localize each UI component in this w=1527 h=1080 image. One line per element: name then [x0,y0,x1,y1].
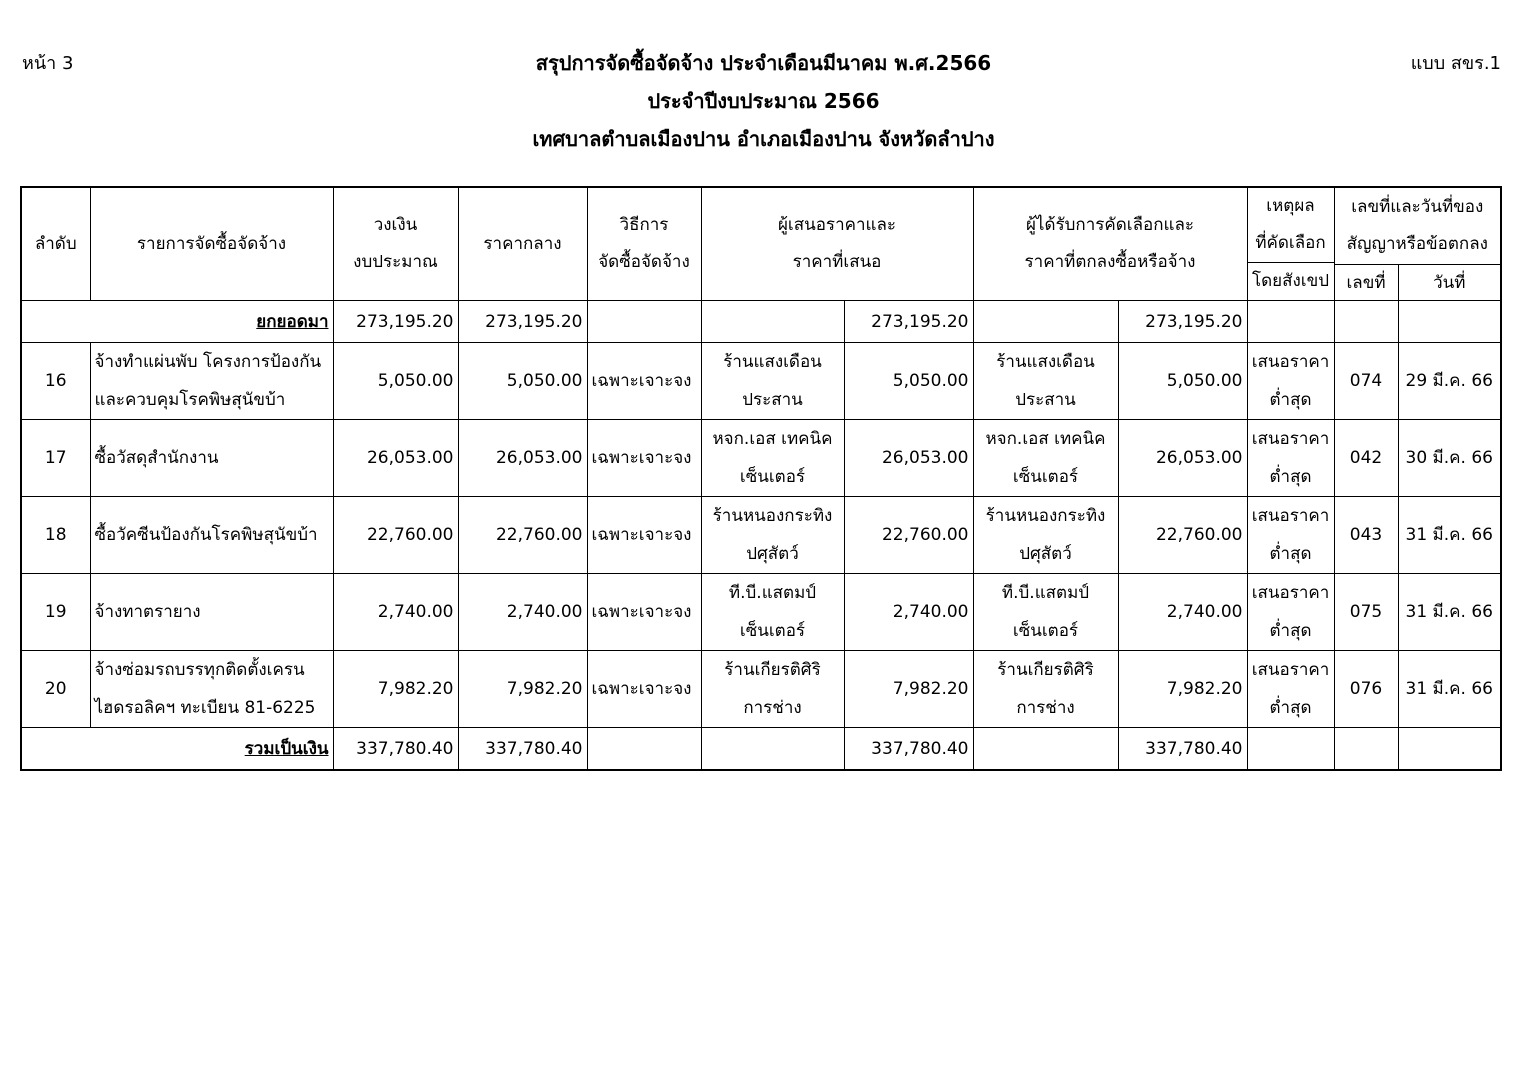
row-bidder-l2: เซ็นเตอร์ [739,467,806,487]
carry-forward-median: 273,195.20 [458,301,587,343]
row-reason-l1: เสนอราคา [1251,506,1330,526]
row-item: จ้างทาตรายาง [90,574,333,651]
row-reason-l1: เสนอราคา [1251,660,1330,680]
col-header-method-l2: จัดซื้อจัดจ้าง [598,252,690,272]
row-bidder-l2: การช่าง [743,698,802,718]
document-title-block [0,44,1527,158]
row-bidder-l1: ร้านหนองกระทิง [712,506,833,526]
total-bid-price: 337,780.40 [844,728,973,771]
row-reason-l2: ต่ำสุด [1269,698,1312,718]
carry-forward-contract-no [1334,301,1398,343]
row-reason-l1: เสนอราคา [1251,429,1330,449]
carry-forward-agreed-price: 273,195.20 [1118,301,1247,343]
col-header-winner-l2: ราคาที่ตกลงซื้อหรือจ้าง [1024,252,1196,272]
row-bid-price: 22,760.00 [844,497,973,574]
total-budget: 337,780.40 [333,728,458,771]
table-row [21,574,1501,651]
row-contract-no: 043 [1334,497,1398,574]
row-bidder-l2: ประสาน [742,390,803,410]
row-budget: 2,740.00 [333,574,458,651]
row-winner-l2: การช่าง [1016,698,1075,718]
row-reason [1247,420,1334,497]
row-winner-l1: ร้านแสงเดือน [996,352,1095,372]
col-header-budget [333,187,458,301]
row-median: 5,050.00 [458,343,587,420]
total-label-cell [21,728,333,771]
title-line-1: สรุปการจัดซื้อจัดจ้าง ประจำเดือนมีนาคม พ.ศ.2566 [535,51,992,75]
table-row [21,343,1501,420]
row-bidder [701,343,844,420]
row-bidder-l1: ร้านแสงเดือน [723,352,822,372]
col-header-reason [1247,187,1334,301]
total-contract-date [1398,728,1501,771]
row-no: 17 [21,420,90,497]
col-header-winner [973,187,1247,301]
row-winner-l2: ประสาน [1015,390,1076,410]
row-no: 20 [21,651,90,728]
col-header-budget-l2: งบประมาณ [353,252,438,272]
row-reason [1247,497,1334,574]
row-contract-no: 042 [1334,420,1398,497]
row-item-l1: จ้างซ่อมรถบรรทุกติดตั้งเครน [94,660,305,680]
row-winner-l1: ร้านหนองกระทิง [985,506,1106,526]
row-reason-l2: ต่ำสุด [1269,467,1312,487]
row-winner [973,420,1118,497]
row-method: เฉพาะเจาะจง [587,497,701,574]
total-median: 337,780.40 [458,728,587,771]
row-agreed-price: 26,053.00 [1118,420,1247,497]
row-item: ซื้อวัสดุสำนักงาน [90,420,333,497]
col-header-bidder-l1: ผู้เสนอราคาและ [777,215,897,235]
col-header-winner-l1: ผู้ได้รับการคัดเลือกและ [1025,215,1195,235]
row-budget: 7,982.20 [333,651,458,728]
row-winner [973,497,1118,574]
row-agreed-price: 7,982.20 [1118,651,1247,728]
row-no: 18 [21,497,90,574]
row-median: 22,760.00 [458,497,587,574]
col-header-median: ราคากลาง [458,187,587,301]
carry-forward-label: ยกยอดมา [256,312,329,332]
total-row [21,728,1501,771]
col-header-budget-l1: วงเงิน [373,215,418,235]
table-row [21,420,1501,497]
row-item-l2: และควบคุมโรคพิษสุนัขบ้า [94,390,286,410]
row-winner [973,651,1118,728]
total-agreed-price: 337,780.40 [1118,728,1247,771]
row-median: 7,982.20 [458,651,587,728]
row-method: เฉพาะเจาะจง [587,651,701,728]
row-bidder-l1: ร้านเกียรติศิริ [724,660,821,680]
row-bid-price: 26,053.00 [844,420,973,497]
row-contract-date: 31 มี.ค. 66 [1398,497,1501,574]
col-header-contract-l2: สัญญาหรือข้อตกลง [1346,234,1488,255]
col-header-no: ลำดับ [21,187,90,301]
total-method [587,728,701,771]
row-bidder-l2: เซ็นเตอร์ [739,621,806,641]
row-item-l1: จ้างทำแผ่นพับ โครงการป้องกัน [94,352,322,372]
carry-forward-budget: 273,195.20 [333,301,458,343]
row-agreed-price: 2,740.00 [1118,574,1247,651]
row-contract-no: 076 [1334,651,1398,728]
row-method: เฉพาะเจาะจง [587,343,701,420]
row-median: 26,053.00 [458,420,587,497]
row-method: เฉพาะเจาะจง [587,420,701,497]
col-header-reason-l3: โดยสังเขป [1248,262,1334,300]
total-reason [1247,728,1334,771]
carry-forward-row [21,301,1501,343]
total-bidder [701,728,844,771]
row-method: เฉพาะเจาะจง [587,574,701,651]
row-winner-l1: ร้านเกียรติศิริ [997,660,1094,680]
row-winner-l1: หจก.เอส เทคนิค [985,429,1106,449]
total-winner [973,728,1118,771]
col-header-bidder [701,187,973,301]
row-contract-no: 074 [1334,343,1398,420]
row-bid-price: 2,740.00 [844,574,973,651]
row-item-l2: ไฮดรอลิคฯ ทะเบียน 81-6225 [94,698,316,718]
carry-forward-label-cell [21,301,333,343]
table-row [21,651,1501,728]
procurement-table [20,186,1502,771]
col-header-contract-no: เลขที่ [1334,265,1398,301]
carry-forward-bid-price: 273,195.20 [844,301,973,343]
row-reason-l2: ต่ำสุด [1269,621,1312,641]
carry-forward-contract-date [1398,301,1501,343]
row-winner-l2: ปศุสัตว์ [1019,544,1072,564]
col-header-bidder-l2: ราคาที่เสนอ [792,252,882,272]
row-winner-l2: เซ็นเตอร์ [1012,467,1079,487]
col-header-method-l1: วิธีการ [619,215,669,235]
row-winner [973,574,1118,651]
title-line-2: ประจำปีงบประมาณ 2566 [647,89,880,113]
row-contract-date: 31 มี.ค. 66 [1398,651,1501,728]
col-header-contract-l1: เลขที่และวันที่ของ [1351,197,1484,218]
row-bidder-l1: ที.บี.แสตมป์ [728,583,817,603]
total-label: รวมเป็นเงิน [244,739,329,759]
row-contract-no: 075 [1334,574,1398,651]
row-winner [973,343,1118,420]
row-winner-l2: เซ็นเตอร์ [1012,621,1079,641]
row-no: 16 [21,343,90,420]
row-item [90,651,333,728]
col-header-contract-date: วันที่ [1398,265,1501,301]
row-contract-date: 30 มี.ค. 66 [1398,420,1501,497]
row-reason [1247,574,1334,651]
row-reason-l2: ต่ำสุด [1269,544,1312,564]
row-bidder-l1: หจก.เอส เทคนิค [712,429,833,449]
row-agreed-price: 22,760.00 [1118,497,1247,574]
row-budget: 26,053.00 [333,420,458,497]
row-bidder [701,651,844,728]
row-median: 2,740.00 [458,574,587,651]
total-contract-no [1334,728,1398,771]
carry-forward-method [587,301,701,343]
page-number: หน้า 3 [22,53,74,74]
row-bidder [701,420,844,497]
row-item: ซื้อวัคซีนป้องกันโรคพิษสุนัขบ้า [90,497,333,574]
carry-forward-bidder [701,301,844,343]
row-bidder-l2: ปศุสัตว์ [746,544,799,564]
row-reason-l1: เสนอราคา [1251,583,1330,603]
row-contract-date: 31 มี.ค. 66 [1398,574,1501,651]
row-bid-price: 7,982.20 [844,651,973,728]
col-header-reason-l1: เหตุผล [1266,196,1315,216]
row-budget: 22,760.00 [333,497,458,574]
carry-forward-winner [973,301,1118,343]
row-reason [1247,651,1334,728]
row-winner-l1: ที.บี.แสตมป์ [1001,583,1090,603]
col-header-method [587,187,701,301]
col-header-reason-l2: ที่คัดเลือก [1255,233,1326,253]
row-bidder [701,497,844,574]
table-row [21,497,1501,574]
row-contract-date: 29 มี.ค. 66 [1398,343,1501,420]
row-agreed-price: 5,050.00 [1118,343,1247,420]
col-header-item: รายการจัดซื้อจัดจ้าง [90,187,333,301]
row-budget: 5,050.00 [333,343,458,420]
row-reason-l2: ต่ำสุด [1269,390,1312,410]
title-line-3: เทศบาลตำบลเมืองปาน อำเภอเมืองปาน จังหวัดลำปาง [532,127,995,151]
row-reason [1247,343,1334,420]
carry-forward-reason [1247,301,1334,343]
row-reason-l1: เสนอราคา [1251,352,1330,372]
form-code: แบบ สขร.1 [1410,53,1501,74]
row-item [90,343,333,420]
row-no: 19 [21,574,90,651]
row-bid-price: 5,050.00 [844,343,973,420]
col-header-contract [1334,187,1501,265]
row-bidder [701,574,844,651]
header-row [21,187,1501,265]
